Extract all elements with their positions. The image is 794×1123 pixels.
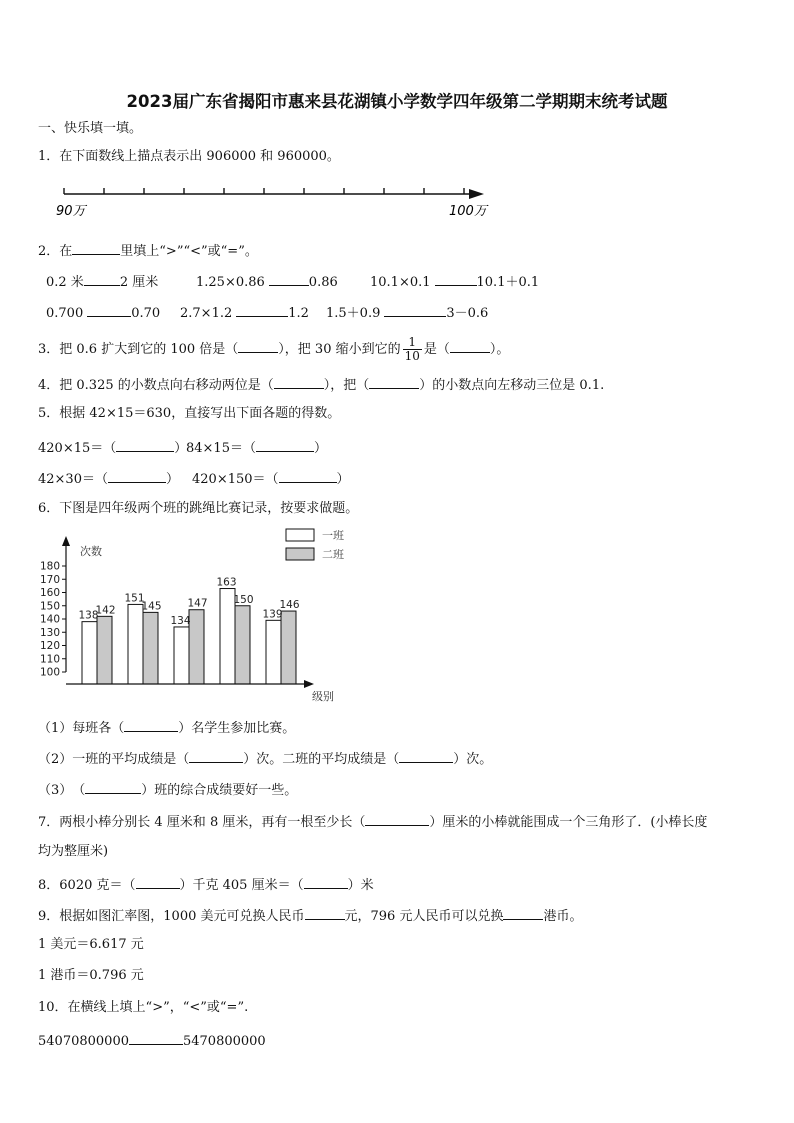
- answer-blank[interactable]: [503, 905, 543, 920]
- bar-data-label: 146: [279, 599, 300, 612]
- fraction: $\frac{1}{10}$: [404, 335, 420, 363]
- answer-blank[interactable]: [84, 271, 120, 286]
- answer-blank[interactable]: [384, 302, 446, 317]
- chart-y-label: 次数: [80, 545, 102, 558]
- chart-y-arrow: [62, 536, 70, 546]
- answer-blank[interactable]: [304, 874, 348, 889]
- bar-class-1: [128, 604, 143, 684]
- chart-y-tick-label: 150: [39, 600, 60, 613]
- exchange-rate-hkd: 1 港币＝0.796 元: [38, 968, 144, 983]
- answer-blank[interactable]: [129, 1030, 183, 1045]
- question-6-part-1: （1）每班各（ ）名学生参加比赛。: [38, 717, 295, 738]
- question-7-cont: 均为整厘米): [38, 844, 109, 859]
- answer-blank[interactable]: [435, 271, 477, 286]
- number-line-left-label: 90万: [56, 204, 86, 219]
- question-10: 10．在横线上填上“>”，“<”或“=”.: [38, 1000, 249, 1015]
- legend-swatch-class-2: [286, 548, 314, 560]
- question-9: 9．根据如图汇率图，1000 美元可兑换人民币 元，796 元人民币可以兑换 港币。: [38, 905, 582, 926]
- bar-class-2: [235, 606, 250, 684]
- answer-blank[interactable]: [256, 437, 314, 452]
- question-1: 1．在下面数线上描点表示出 906000 和 960000。: [38, 149, 340, 164]
- question-2-row-1c: 10.1×0.1 10.1＋0.1: [370, 271, 539, 292]
- question-4: 4．把 0.325 的小数点向右移动两位是（ ），把（ ）的小数点向左移动三位是 0.1.: [38, 374, 604, 395]
- answer-blank[interactable]: [72, 240, 120, 255]
- question-2-row-1: 0.2 米 2 厘米: [46, 271, 158, 292]
- question-6-part-3: （3） （ ）班的综合成绩要好一些。: [38, 779, 297, 800]
- question-5: 5．根据 42×15＝630，直接写出下面各题的得数。: [38, 406, 341, 421]
- question-2: 2．在 里填上“>”“<”或“=”。: [38, 240, 258, 261]
- bar-class-2: [281, 611, 296, 684]
- question-3: 3．把 0.6 扩大到它的 100 倍是（ ），把 30 缩小到它的 $\frac{1}{10}$ 是（ ）。: [38, 335, 510, 363]
- bar-data-label: 134: [170, 614, 191, 627]
- chart-x-label: 级别: [312, 690, 334, 703]
- answer-blank[interactable]: [365, 811, 429, 826]
- answer-blank[interactable]: [87, 302, 131, 317]
- question-2-row-2b: 2.7×1.2 1.2: [180, 302, 309, 323]
- answer-blank[interactable]: [236, 302, 288, 317]
- bar-class-1: [266, 620, 281, 684]
- bar-class-2: [189, 610, 204, 684]
- question-5-row-1: 420×15＝（ ）: [38, 437, 187, 458]
- legend-label-class-2: 二班: [322, 548, 344, 561]
- section-heading: 一、快乐填一填。: [38, 121, 143, 136]
- bar-data-label: 138: [78, 609, 99, 622]
- chart-y-tick-label: 180: [39, 560, 60, 573]
- question-7: 7．两根小棒分别长 4 厘米和 8 厘米，再有一根至少长（ ）厘米的小棒就能围成一个三角形了．(小棒长度: [38, 811, 707, 832]
- legend-swatch-class-1: [286, 529, 314, 541]
- question-5-row-2: 42×30＝（ ）: [38, 468, 179, 489]
- answer-blank[interactable]: [116, 437, 174, 452]
- question-5-row-2b: 420×150＝（ ）: [192, 468, 350, 489]
- legend-label-class-1: 一班: [322, 529, 344, 542]
- answer-blank[interactable]: [136, 874, 180, 889]
- page-title: 2023届广东省揭阳市惠来县花湖镇小学数学四年级第二学期期末统考试题: [126, 92, 668, 111]
- answer-blank[interactable]: [369, 374, 419, 389]
- chart-y-tick-label: 170: [39, 573, 60, 586]
- bar-data-label: 163: [216, 576, 237, 589]
- number-line-arrow: [469, 189, 484, 199]
- answer-blank[interactable]: [124, 717, 178, 732]
- number-line-right-label: 100万: [449, 204, 487, 219]
- answer-blank[interactable]: [399, 748, 453, 763]
- answer-blank[interactable]: [238, 338, 278, 353]
- bar-class-2: [143, 612, 158, 684]
- question-6: 6．下图是四年级两个班的跳绳比赛记录，按要求做题。: [38, 501, 359, 516]
- chart-y-tick-label: 120: [39, 640, 60, 652]
- chart-x-arrow: [304, 680, 314, 688]
- bar-class-1: [82, 622, 97, 684]
- answer-blank[interactable]: [269, 271, 309, 286]
- question-10-row: 54070800000 5470800000: [38, 1030, 266, 1051]
- question-5-row-1b: 84×15＝（ ）: [186, 437, 327, 458]
- answer-blank[interactable]: [108, 468, 166, 483]
- bar-data-label: 145: [141, 600, 162, 613]
- bar-data-label: 139: [262, 608, 283, 621]
- answer-blank[interactable]: [85, 779, 141, 794]
- answer-blank[interactable]: [189, 748, 243, 763]
- question-8: 8．6020 克＝（ ）千克 405 厘米＝（ ）米: [38, 874, 374, 895]
- chart-y-tick-label: 160: [39, 587, 60, 599]
- answer-blank[interactable]: [279, 468, 337, 483]
- chart-y-tick-label: 110: [39, 653, 60, 666]
- number-line: [44, 183, 494, 223]
- bar-data-label: 151: [124, 592, 145, 605]
- chart-y-tick-label: 130: [39, 626, 60, 639]
- chart-y-ticks: [40, 561, 66, 679]
- bar-data-label: 142: [95, 604, 116, 617]
- number-line-ticks: [64, 188, 464, 194]
- question-6-part-2: （2）一班的平均成绩是（ ）次。二班的平均成绩是（ ）次。: [38, 748, 492, 769]
- bar-chart: [34, 524, 364, 710]
- answer-blank[interactable]: [450, 338, 490, 353]
- chart-y-tick-label: 140: [39, 613, 60, 626]
- bar-class-1: [174, 627, 189, 684]
- question-2-row-1b: 1.25×0.86 0.86: [196, 271, 338, 292]
- exchange-rate-usd: 1 美元＝6.617 元: [38, 937, 144, 952]
- bar-data-label: 147: [187, 597, 208, 610]
- chart-y-tick-label: 100: [39, 666, 60, 679]
- answer-blank[interactable]: [274, 374, 324, 389]
- answer-blank[interactable]: [305, 905, 345, 920]
- bar-data-label: 150: [233, 593, 254, 606]
- question-2-row-2c: 1.5＋0.9 3－0.6: [326, 302, 488, 323]
- bar-class-2: [97, 616, 112, 684]
- question-2-row-2: 0.700 0.70: [46, 302, 160, 323]
